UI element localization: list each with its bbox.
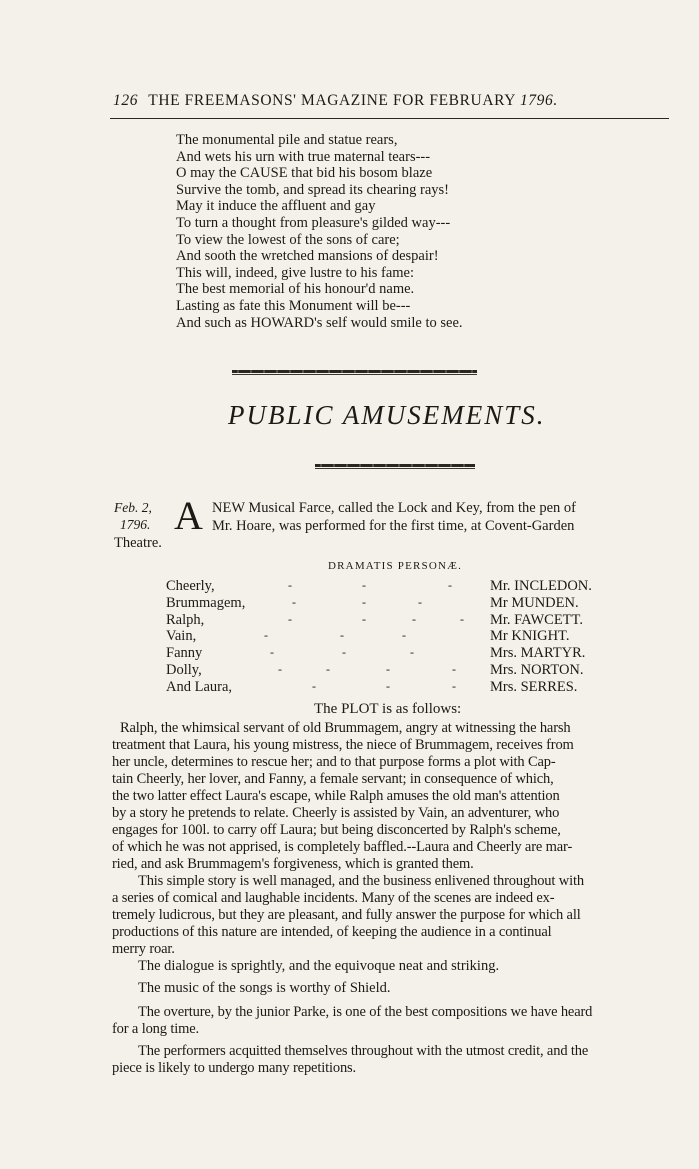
cast-actor: Mr KNIGHT. [490,628,570,645]
poem-line: May it induce the affluent and gay [176,198,376,215]
poem-line: To view the lowest of the sons of care; [176,231,400,248]
leader-dash: - [278,661,282,676]
text-line: a series of comical and laughable incidents. Many of the scenes are indeed ex- [112,890,555,906]
poem-line: And such as HOWARD's self would smile to see. [176,314,463,331]
ornamental-divider [232,370,477,373]
text-line: Ralph, the whimsical servant of old Brummagem, angry at witnessing the harsh [120,720,571,736]
leader-dash: - [418,594,422,609]
header-rule [110,118,669,119]
poem-line: O may the CAUSE that bid his bosom blaze [176,165,433,182]
poem-line: And sooth the wretched mansions of despair! [176,248,439,265]
leader-dash: - [340,628,344,643]
cast-row [166,628,606,645]
plot-heading: The PLOT is as follows: [314,701,462,717]
text-line: for a long time. [112,1021,199,1037]
text-line: productions of this nature are intended, of keeping the audience in a continual [112,924,552,940]
cast-actor: Mr. INCLEDON. [490,578,592,594]
overture-paragraph [112,1004,672,1038]
leader-dash: - [288,611,292,626]
ornamental-divider-small [315,464,475,467]
cast-role: Cheerly, [166,578,215,594]
leader-dash: - [402,628,406,643]
leader-dash: - [386,678,390,693]
cast-row [166,645,606,662]
leader-dash: - [452,678,456,693]
cast-actor: Mrs. SERRES. [490,678,578,695]
poem-line: Lasting as fate this Monument will be--- [176,297,411,314]
poem-line: Survive the tomb, and spread its chearing rays! [176,181,450,198]
leader-dash: - [448,578,452,592]
dialogue-sentence: The dialogue is sprightly, and the equivoque neat and striking. [138,958,500,974]
leader-dash: - [386,661,390,676]
leader-dash: - [362,594,366,609]
running-header [113,92,669,110]
intro-paragraph [114,500,670,553]
cast-row [166,662,606,679]
date-line: Feb. 2, [114,500,152,515]
text-line: ried, and ask Brummagem's forgiveness, which is granted them. [112,856,474,872]
drop-cap: A [174,493,203,538]
text-line: by a story he pretends to relate. Cheerly is assisted by Vain, an adventurer, who [112,805,560,821]
poem-line: The best memorial of his honour'd name. [176,281,415,298]
text-line: tain Cheerly, her lover, and Fanny, a female servant; in consequence of which, [112,771,554,787]
date-year: 1796. [120,517,151,532]
leader-dash: - [342,645,346,660]
leader-dash: - [292,594,296,609]
cast-role: Ralph, [166,611,205,628]
music-sentence: The music of the songs is worthy of Shield. [138,980,391,996]
leader-dash: - [412,611,416,626]
cast-row [166,578,606,595]
intro-line: Theatre. [114,535,162,551]
text-line: The performers acquitted themselves throughout with the utmost credit, and the [138,1043,589,1059]
text-line: This simple story is well managed, and the business enlivened throughout with [138,873,584,889]
text-line: her uncle, determines to rescue her; and to that purpose forms a plot with Cap- [112,754,556,770]
cast-actor: Mr MUNDEN. [490,594,579,611]
text-line: treatment that Laura, his young mistress, the niece of Brummagem, receives from [112,737,574,753]
leader-dash: - [326,661,330,676]
cast-row [166,679,606,696]
cast-role: Brummagem, [166,594,246,611]
page-number: 126 [113,92,139,109]
cast-role: Vain, [166,628,197,645]
poem-line: This will, indeed, give lustre to his fame: [176,264,414,281]
intro-line: NEW Musical Farce, called the Lock and Key, from the pen of [212,500,576,516]
leader-dash: - [312,678,316,693]
text-line: of which he was not apprised, is completely baffled.--Laura and Cheerly are mar- [112,839,573,855]
leader-dash: - [264,628,268,643]
section-title: PUBLIC AMUSEMENTS. [228,400,546,430]
text-line: The overture, by the junior Parke, is one of the best compositions we have heard [138,1004,593,1020]
plot-paragraph [112,720,672,873]
leader-dash: - [460,611,464,626]
poem-line: And wets his urn with true maternal tears--- [176,148,431,165]
header-year: 1796. [519,92,558,109]
cast-actor: Mrs. NORTON. [490,661,584,678]
text-line: engages for 100l. to carry off Laura; but being disconcerted by Ralph's scheme, [112,822,561,838]
cast-actor: Mrs. MARTYR. [490,645,586,662]
cast-row [166,612,606,629]
text-line: merry roar. [112,941,175,957]
poem [176,132,536,331]
text-line: piece is likely to undergo many repetitions. [112,1060,357,1076]
cast-actor: Mr. FAWCETT. [490,611,583,628]
leader-dash: - [288,578,292,592]
leader-dash: - [452,661,456,676]
performers-paragraph [112,1043,672,1077]
text-line: tremely ludicrous, but they are pleasant, and fully answer the purpose for which all [112,907,581,923]
poem-line: The monumental pile and statue rears, [176,132,398,148]
text-line: the two latter effect Laura's escape, while Ralph amuses the old man's attention [112,788,560,804]
leader-dash: - [362,611,366,626]
leader-dash: - [410,645,414,660]
leader-dash: - [270,645,274,660]
leader-dash: - [362,578,366,592]
cast-role: And Laura, [166,678,233,695]
poem-line: To turn a thought from pleasure's gilded way--- [176,214,451,231]
cast-row [166,595,606,612]
cast-list [166,578,606,696]
review-paragraph [112,873,672,958]
dramatis-personae-heading: DRAMATIS PERSONÆ. [328,560,463,572]
intro-line: Mr. Hoare, was performed for the first time, at Covent-Garden [212,517,575,534]
magazine-title: THE FREEMASONS' MAGAZINE FOR FEBRUARY [148,92,516,109]
cast-role: Dolly, [166,661,202,678]
cast-role: Fanny [166,645,203,662]
